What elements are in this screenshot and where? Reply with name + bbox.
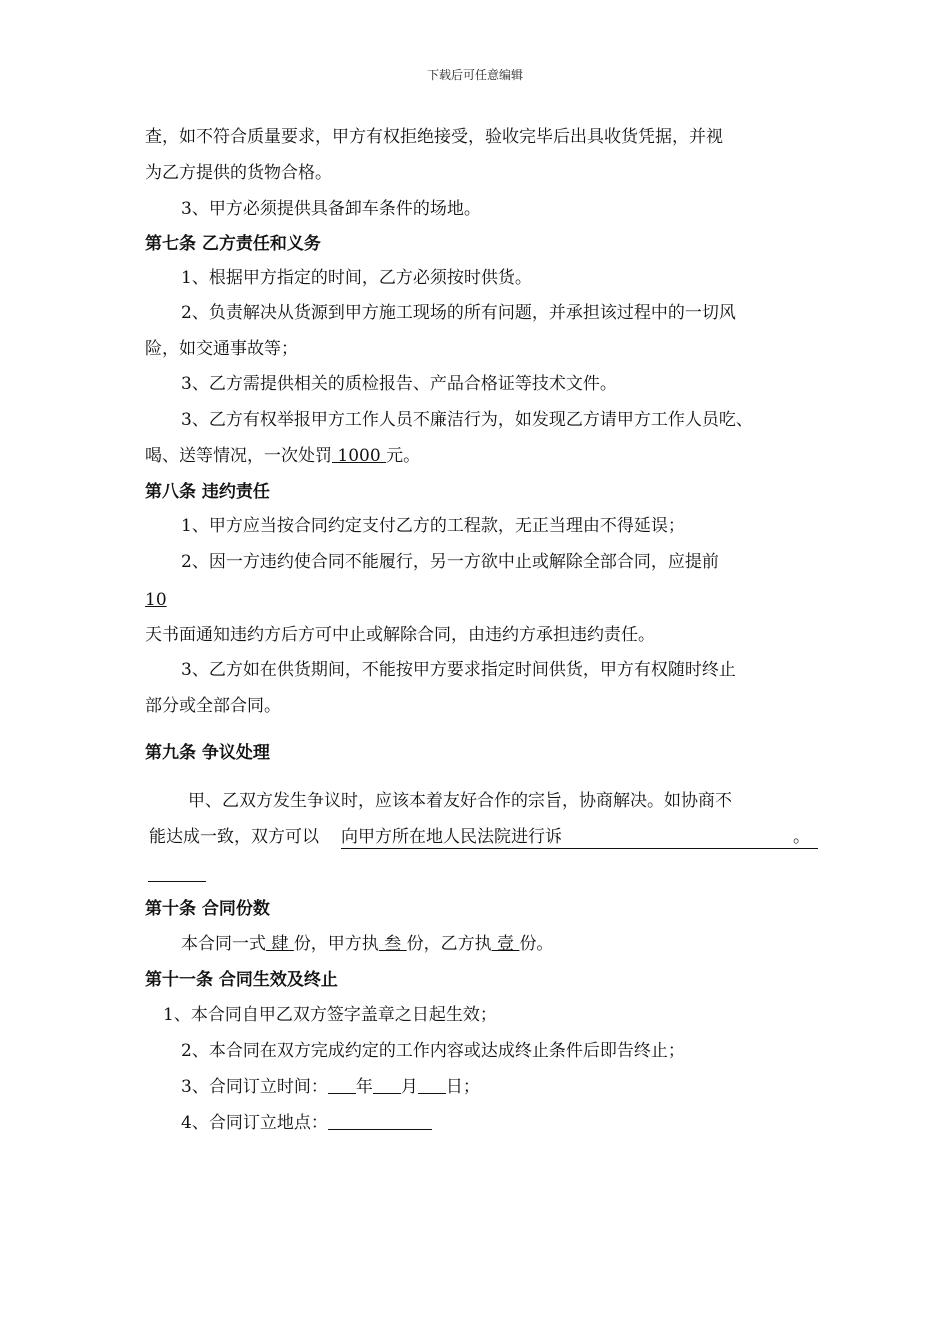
article-7-item-2: 2、负责解决从货源到甲方施工现场的所有问题，并承担该过程中的一切风	[181, 303, 736, 323]
article-8-title: 第八条 违约责任	[145, 482, 270, 502]
article-9-title: 第九条 争议处理	[145, 743, 270, 763]
article-9-line-1: 甲、乙双方发生争议时，应该本着友好合作的宗旨，协商解决。如协商不	[188, 791, 732, 811]
paragraph-line: 查，如不符合质量要求，甲方有权拒绝接受，验收完毕后出具收货凭据，并视	[145, 127, 723, 147]
article-11-item-3	[181, 1075, 480, 1098]
day-label: 日；	[445, 1077, 480, 1097]
article-7-item-4-cont	[145, 445, 420, 467]
article-11-item-4	[181, 1111, 432, 1134]
page-header: 下载后可任意编辑	[426, 68, 523, 82]
copies-text: 份。	[519, 934, 554, 954]
copies-text: 份，乙方执	[406, 934, 492, 954]
day-blank	[418, 1075, 446, 1094]
penalty-unit: 元。	[386, 446, 421, 466]
article-7-item-2-cont: 险，如交通事故等；	[145, 339, 298, 359]
article-7-item-3: 3、乙方需提供相关的质检报告、产品合格证等技术文件。	[181, 374, 617, 394]
article-9-line-2: 能达成一致，双方可以	[149, 827, 319, 847]
article-8-item-2: 2、因一方违约使合同不能履行，另一方欲中止或解除全部合同，应提前	[181, 552, 719, 572]
place-label: 4、合同订立地点：	[181, 1113, 328, 1133]
article-11-title: 第十一条 合同生效及终止	[145, 970, 338, 990]
article-7-item-1: 1、根据甲方指定的时间，乙方必须按时供货。	[181, 268, 532, 288]
court-clause-text: 向甲方所在地人民法院进行诉	[341, 827, 562, 847]
notice-days: 10	[145, 590, 167, 610]
copies-text: 本合同一式	[181, 934, 266, 954]
paragraph-line: 为乙方提供的货物合格。	[145, 163, 332, 183]
article-8-item-2-cont: 天书面通知违约方后方可中止或解除合同，由违约方承担违约责任。	[145, 625, 655, 645]
blank-rule	[148, 881, 206, 882]
article-8-item-3-cont: 部分或全部合同。	[145, 696, 281, 716]
court-clause	[341, 826, 818, 849]
penalty-amount: 1000	[332, 446, 387, 466]
article-11-item-1: 1、本合同自甲乙双方签字盖章之日起生效；	[163, 1005, 497, 1025]
article-10-title: 第十条 合同份数	[145, 899, 270, 919]
copies-text: 份，甲方执	[293, 934, 379, 954]
article-11-item-2: 2、本合同在双方完成约定的工作内容或达成终止条件后即告终止；	[181, 1041, 685, 1061]
year-blank	[328, 1075, 356, 1094]
copies-party-a: 叁	[378, 934, 407, 954]
article-7-item-4: 3、乙方有权举报甲方工作人员不廉洁行为，如发现乙方请甲方工作人员吃、	[181, 410, 753, 430]
article-8-item-1: 1、甲方应当按合同约定支付乙方的工程款，无正当理由不得延误；	[181, 516, 685, 536]
article-7-title: 第七条 乙方责任和义务	[145, 234, 321, 254]
date-label: 3、合同订立时间：	[181, 1077, 328, 1097]
month-blank	[373, 1075, 401, 1094]
copies-party-b: 壹	[491, 934, 520, 954]
penalty-text: 喝、送等情况，一次处罚	[145, 446, 332, 466]
copies-total: 肆	[266, 934, 294, 954]
article-8-item-3: 3、乙方如在供货期间，不能按甲方要求指定时间供货，甲方有权随时终止	[181, 660, 736, 680]
article-10-text	[181, 933, 553, 955]
month-label: 月	[400, 1077, 418, 1097]
paragraph-line: 3、甲方必须提供具备卸车条件的场地。	[181, 199, 481, 219]
year-label: 年	[355, 1077, 373, 1097]
court-clause-end: 。	[793, 827, 810, 847]
place-blank	[328, 1111, 432, 1130]
